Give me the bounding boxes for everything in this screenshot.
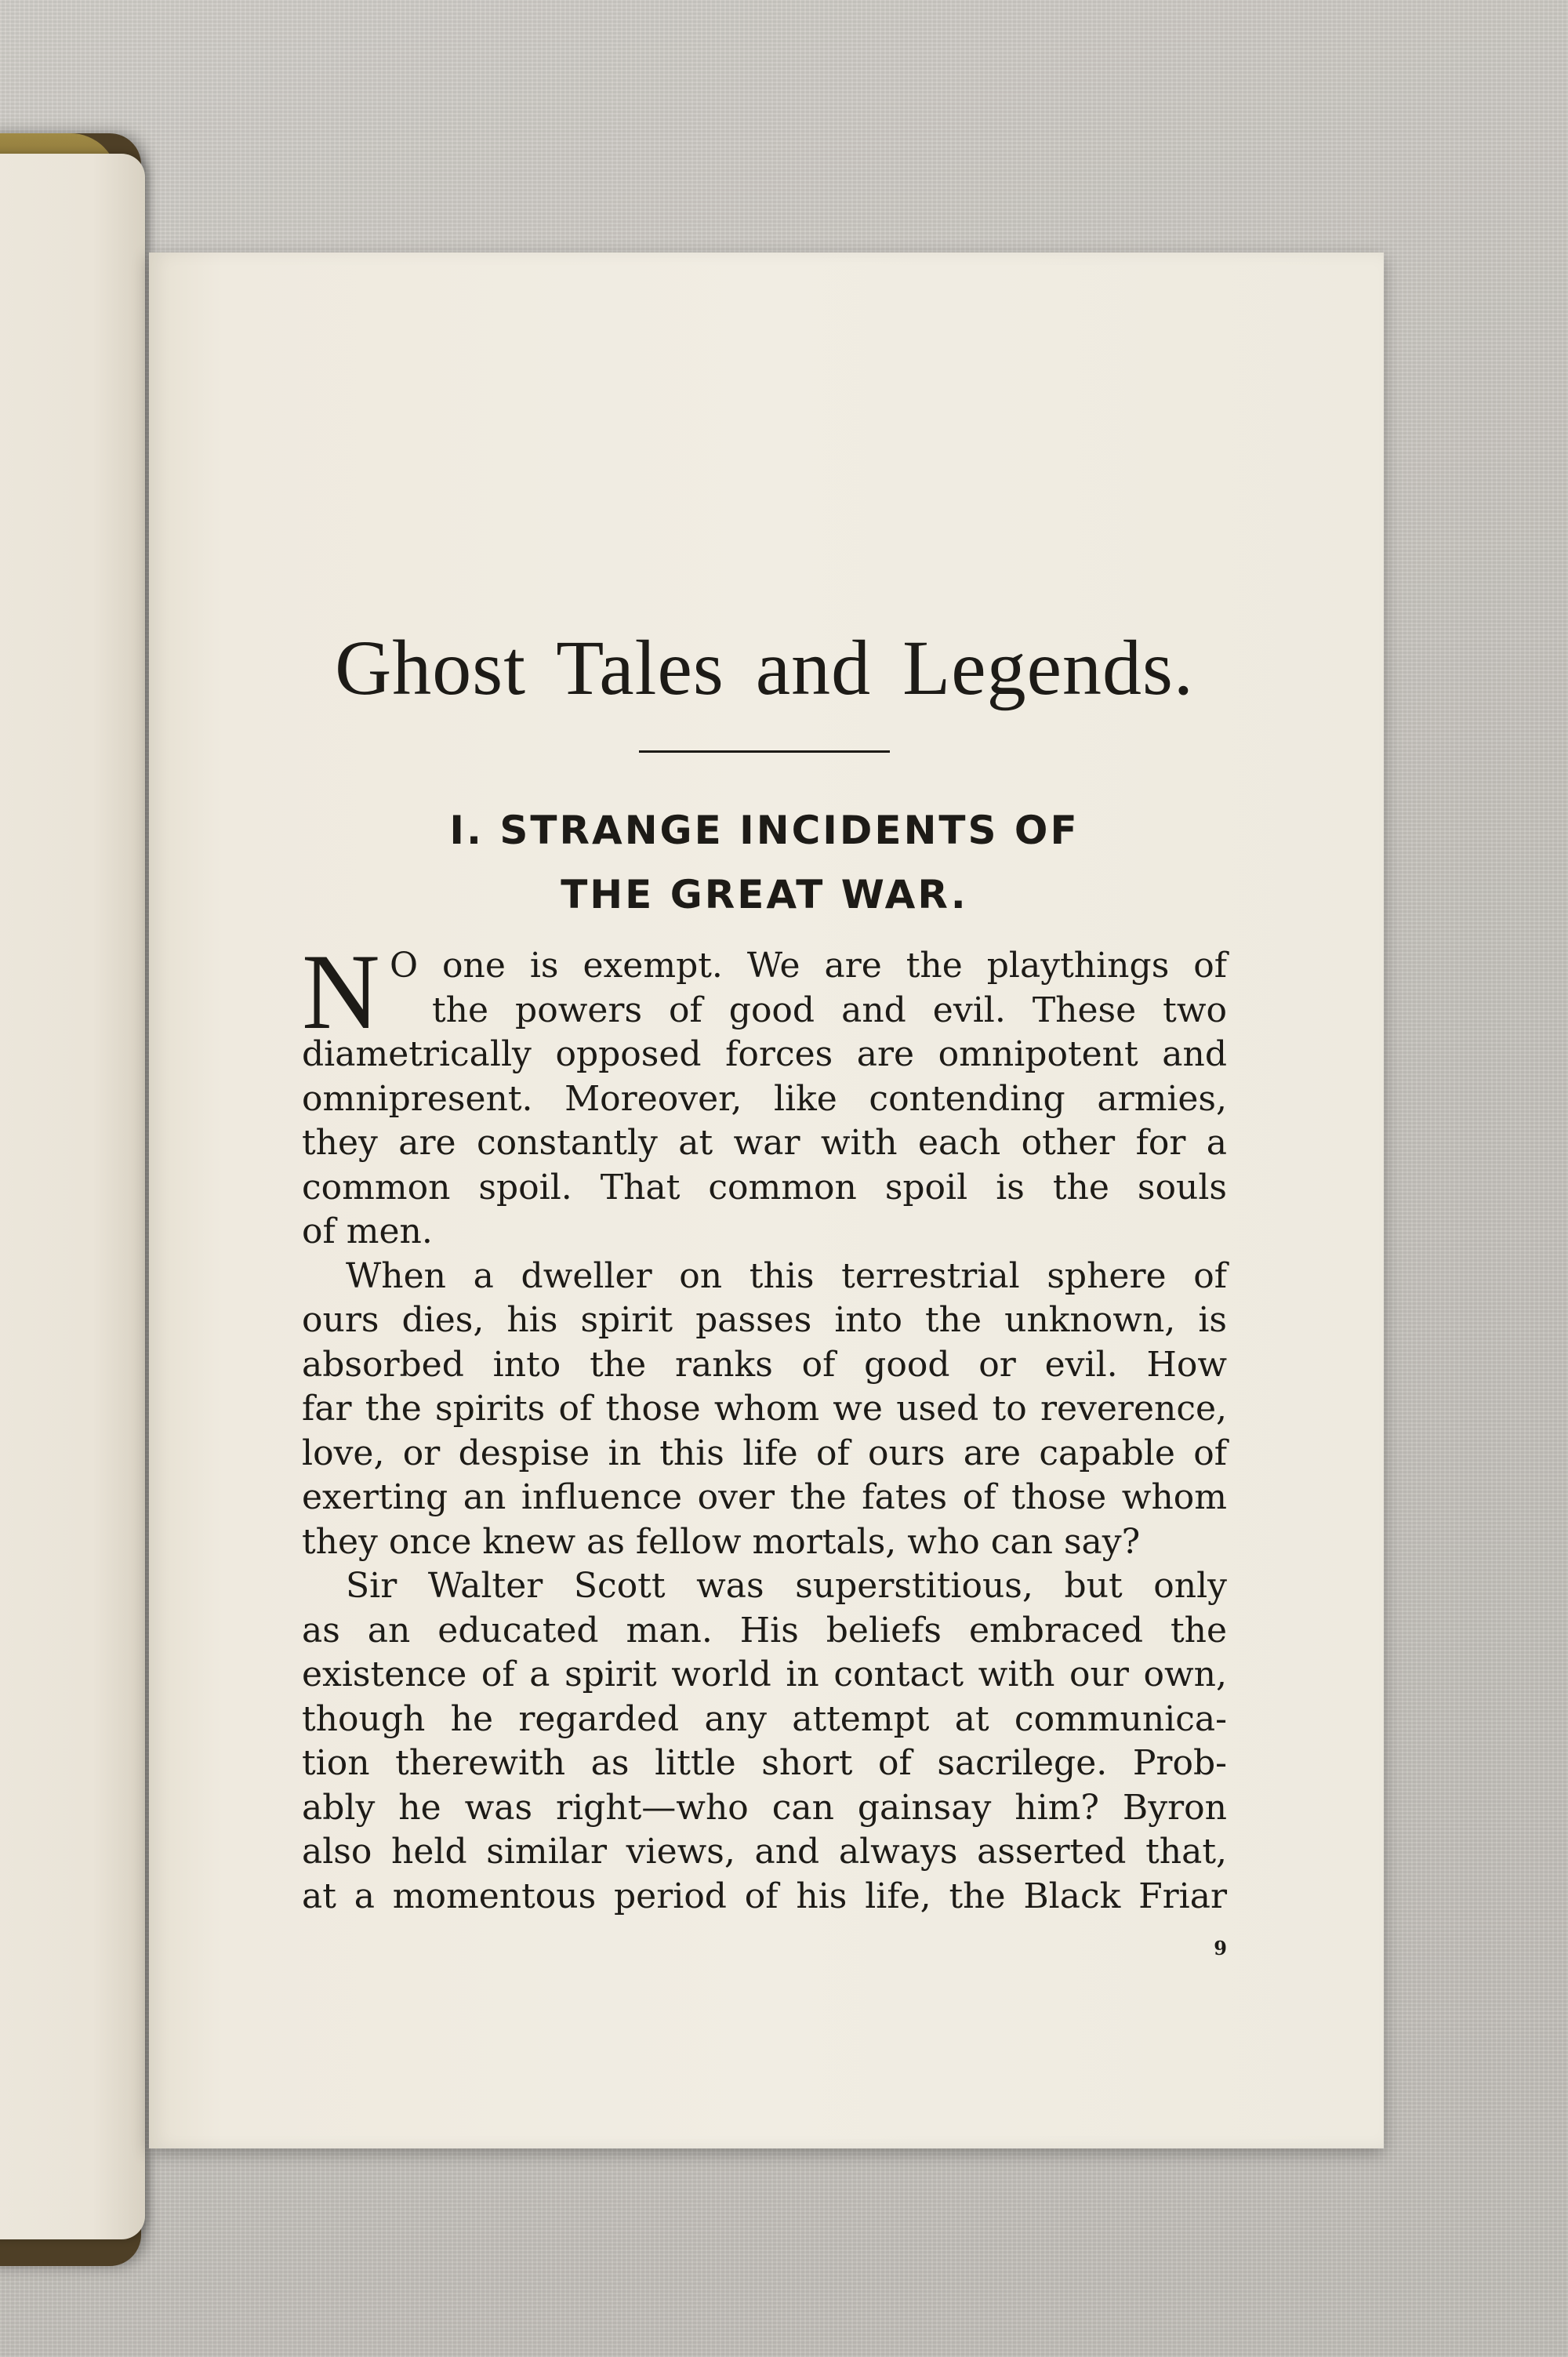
text-line: also held similar views, and always asserted that, (302, 1832, 1227, 1872)
drop-cap: N (302, 932, 380, 1051)
text-line: common spoil. That common spoil is the souls (302, 1167, 1227, 1208)
title-rule (639, 750, 890, 753)
text-line: diametrically opposed forces are omnipotent and (302, 1034, 1227, 1074)
page-number-row (302, 1927, 1227, 1958)
text-line: far the spirits of those whom we used to reverence, (302, 1389, 1227, 1429)
page-number: 9 (1214, 1937, 1227, 1959)
text-line: When a dweller on this terrestrial sphere of (346, 1255, 1227, 1296)
text-line: O one is exempt. We are the playthings of (390, 946, 1227, 986)
text-line: exerting an influence over the fates of those whom (302, 1477, 1227, 1517)
text-line: the powers of good and evil. These two (432, 990, 1227, 1030)
text-line: as an educated man. His beliefs embraced the (302, 1610, 1227, 1651)
paragraph-1 (302, 932, 1227, 1255)
chapter-heading-line-1: I. STRANGE INCIDENTS OF (449, 808, 1080, 853)
book-title: Ghost Tales and Legends. (335, 624, 1194, 711)
text-line: tion therewith as little short of sacrilege. Prob- (302, 1743, 1227, 1783)
left-page-edge (0, 154, 145, 2239)
text-line: existence of a spirit world in contact with our own, (302, 1654, 1227, 1694)
paragraph-2 (302, 1255, 1227, 1565)
text-line: though he regarded any attempt at communica- (302, 1698, 1227, 1739)
book-page (149, 252, 1384, 2148)
text-line: absorbed into the ranks of good or evil. How (302, 1344, 1227, 1385)
text-line: ours dies, his spirit passes into the unknown, is (302, 1300, 1227, 1340)
page-content (302, 621, 1227, 1958)
chapter-heading (302, 798, 1227, 927)
paragraph-3 (302, 1564, 1227, 1919)
text-line: omnipresent. Moreover, like contending armies, (302, 1078, 1227, 1119)
body-text (302, 932, 1227, 1959)
text-line: of men. (302, 1211, 433, 1251)
chapter-heading-line-2: THE GREAT WAR. (561, 872, 968, 917)
text-line: love, or despise in this life of ours are capable of (302, 1433, 1227, 1473)
text-line: Sir Walter Scott was superstitious, but only (346, 1566, 1227, 1606)
text-line: they are constantly at war with each other for a (302, 1123, 1227, 1163)
text-line: at a momentous period of his life, the Black Friar (302, 1876, 1227, 1916)
text-line: ably he was right—who can gainsay him? Byron (302, 1787, 1227, 1828)
text-line: they once knew as fellow mortals, who can say? (302, 1521, 1141, 1562)
